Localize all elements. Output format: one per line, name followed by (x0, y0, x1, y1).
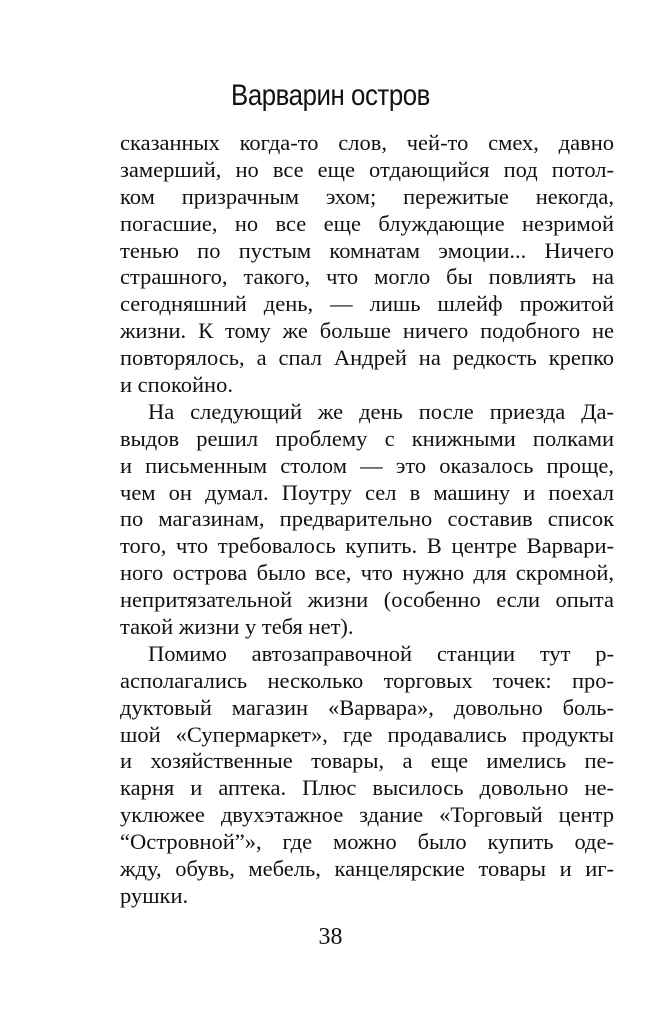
text-line: непритязательной жизни (особенно если опыта (120, 587, 614, 613)
text-line: жду, обувь, мебель, канцелярские товары и иг- (120, 856, 614, 882)
running-title: Варварин остров (231, 79, 430, 112)
text-line: такой жизни у тебя нет). (120, 614, 354, 640)
text-line: чем он думал. Поутру сел в машину и поехал (120, 479, 614, 505)
text-line: и письменным столом — это оказалось проще, (120, 452, 614, 478)
text-line: замерший, но все еще отдающийся под потол- (120, 156, 614, 182)
text-line: асполагались несколько торговых точек: про- (120, 667, 614, 693)
text-line: Помимо автозаправочной станции тут р- (148, 640, 614, 666)
text-line: ного острова было все, что нужно для скромной, (120, 560, 614, 586)
text-line: шой «Супермаркет», где продавались продукты (120, 721, 614, 747)
text-line: сказанных когда-то слов, чей-то смех, давно (120, 130, 614, 155)
text-line: погасшие, но все еще блуждающие незримой (120, 210, 614, 236)
text-line: выдов решил проблему с книжными полками (120, 425, 614, 451)
text-line: жизни. К тому же больше ничего подобного не (120, 318, 614, 344)
text-line: дуктовый магазин «Варвара», довольно боль- (120, 694, 614, 720)
text-line: по магазинам, предварительно составив список (120, 506, 614, 532)
text-line: тенью по пустым комнатам эмоции... Ничего (120, 237, 614, 263)
paragraph (120, 641, 614, 910)
text-line: карня и аптека. Плюс высилось довольно не- (120, 775, 614, 801)
text-line: повторялось, а спал Андрей на редкость крепко (120, 345, 614, 371)
page-number: 38 (318, 924, 343, 950)
text-line: рушки. (120, 882, 189, 908)
paragraph (120, 130, 614, 399)
text-line: На следующий же день после приезда Да- (148, 398, 614, 424)
text-line: страшного, такого, что могло бы повлиять на (120, 264, 614, 290)
text-line: и хозяйственные товары, а еще имелись пе- (120, 748, 614, 774)
text-line: и спокойно. (120, 372, 233, 398)
body-text (120, 130, 614, 910)
text-line: сегодняшний день, — лишь шлейф прожитой (120, 291, 614, 317)
text-line: ком призрачным эхом; пережитые некогда, (120, 183, 614, 209)
paragraph (120, 399, 614, 641)
text-line: того, что требовалось купить. В центре Варвари- (120, 533, 614, 559)
text-line: уклюжее двухэтажное здание «Торговый центр (120, 802, 614, 828)
text-line: “Островной”», где можно было купить оде- (120, 829, 614, 855)
